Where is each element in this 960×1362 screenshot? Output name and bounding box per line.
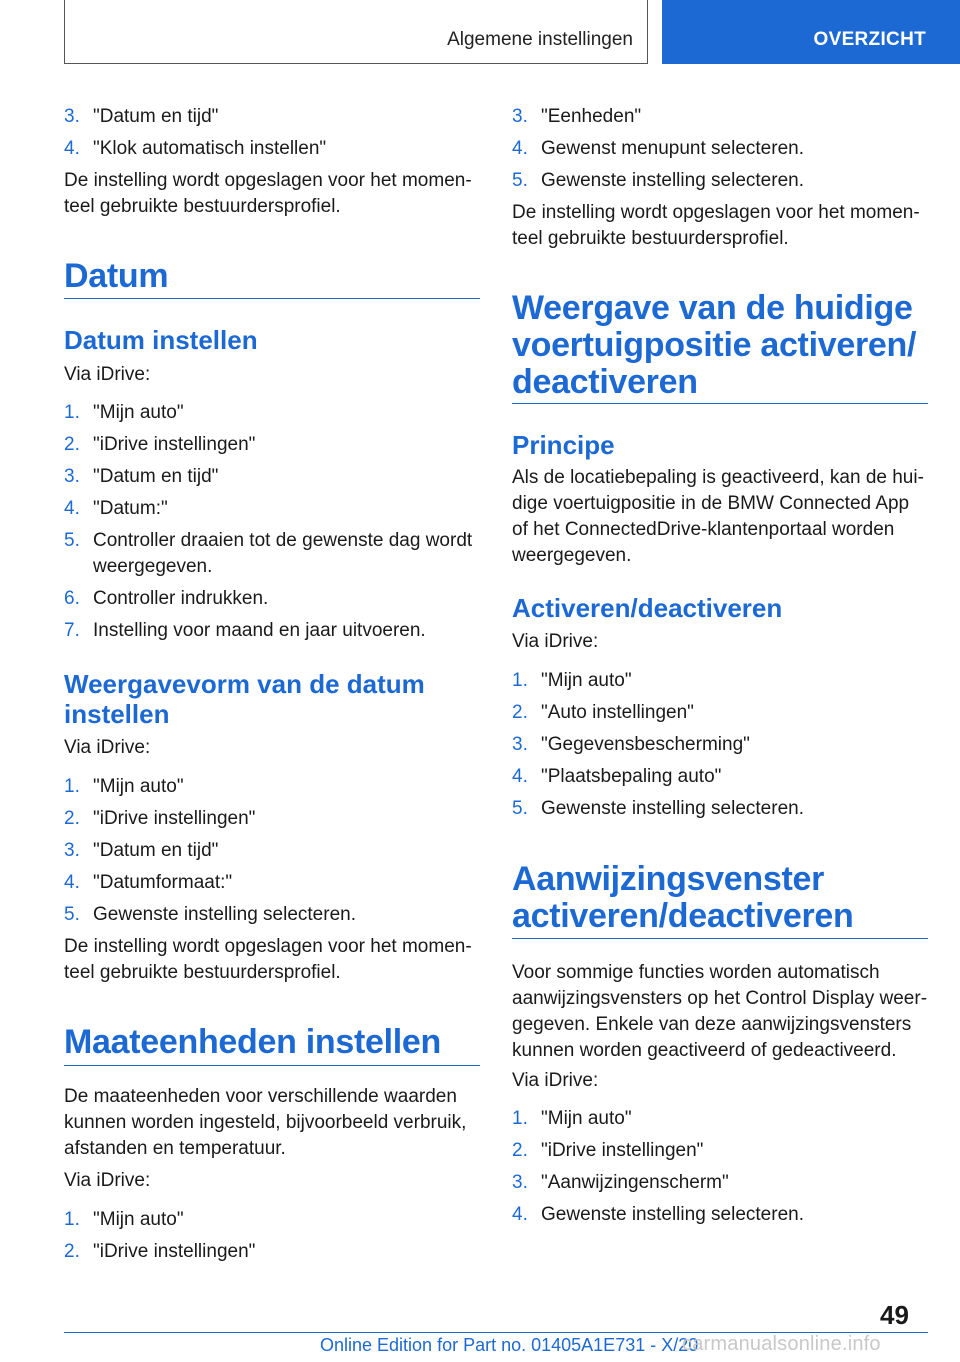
- list-item: 3. "Aanwijzingenscherm": [512, 1172, 729, 1193]
- via-idrive-label: Via iDrive:: [64, 1170, 151, 1191]
- list-item: 7. Instelling voor maand en jaar uitvoeren.: [64, 620, 426, 641]
- list-item: 1. "Mijn auto": [64, 776, 184, 797]
- list-item: 5. Gewenste instelling selecteren.: [64, 904, 356, 925]
- paragraph: De maateenheden voor verschillende waarden kunnen worden ingesteld, bijvoorbeeld verbruik, afstanden en temperatuur.: [64, 1086, 467, 1159]
- list-item: 1. "Mijn auto": [512, 670, 632, 691]
- paragraph: De instelling wordt opgeslagen voor het momenteel gebruikte bestuurdersprofiel.: [512, 202, 920, 249]
- footer-watermark: carmanualsonline.info: [682, 1333, 881, 1355]
- heading-weergavevorm: Weergavevorm van de datum instellen: [64, 669, 425, 729]
- list-item: 1. "Mijn auto": [64, 402, 184, 423]
- heading-rule: [512, 403, 928, 404]
- list-item: 3. "Eenheden": [512, 106, 642, 127]
- list-item: 5. Gewenste instelling selecteren.: [512, 798, 804, 819]
- heading-datum-instellen: Datum instellen: [64, 325, 258, 355]
- heading-principe: Principe: [512, 430, 615, 460]
- list-item: 2. "iDrive instellingen": [64, 434, 256, 455]
- via-idrive-label: Via iDrive:: [512, 631, 599, 652]
- via-idrive-label: Via iDrive:: [64, 364, 151, 385]
- list-item: 3. "Datum en tijd": [64, 466, 219, 487]
- heading-rule: [512, 938, 928, 939]
- heading-rule: [64, 1065, 480, 1066]
- list-item: 6. Controller indrukken.: [64, 588, 269, 609]
- header-section-title: Algemene instellingen: [447, 29, 633, 50]
- heading-activeren: Activeren/deactiveren: [512, 593, 783, 623]
- list-item: 2. "iDrive instellingen": [512, 1140, 704, 1161]
- via-idrive-label: Via iDrive:: [64, 737, 151, 758]
- list-item: 5. Gewenste instelling selecteren.: [512, 170, 804, 191]
- heading-voertuigpositie: Weergave van de huidige voertuigpositie activeren/ deactiveren: [512, 289, 917, 401]
- list-item: 2. "Auto instellingen": [512, 702, 694, 723]
- list-item: 4. "Datum:": [64, 498, 168, 519]
- header-overview-label: OVERZICHT: [813, 29, 926, 50]
- paragraph: Als de locatiebepaling is geactiveerd, kan de huidige voertuigpositie in de BMW Connected App of het ConnectedDrive-klantenportaal worden weergegeven.: [512, 467, 924, 566]
- list-item: 4. Gewenst menupunt selecteren.: [512, 138, 804, 159]
- list-item: 1. "Mijn auto": [64, 1209, 184, 1230]
- list-item: 2. "iDrive instellingen": [64, 1241, 256, 1262]
- list-item: 3. "Datum en tijd": [64, 840, 219, 861]
- list-item: 5. Controller draaien tot de gewenste dag wordt weergegeven.: [64, 530, 473, 577]
- list-item: 4. "Plaatsbepaling auto": [512, 766, 722, 787]
- page-number: 49: [880, 1300, 909, 1330]
- list-item: 1. "Mijn auto": [512, 1108, 632, 1129]
- heading-maateenheden: Maateenheden instellen: [64, 1023, 441, 1061]
- header-overview-tab[interactable]: [662, 0, 960, 64]
- paragraph: De instelling wordt opgeslagen voor het momenteel gebruikte bestuurdersprofiel.: [64, 936, 472, 983]
- header-section-box: [64, 0, 648, 64]
- list-item: 2. "iDrive instellingen": [64, 808, 256, 829]
- heading-aanwijzingsvenster: Aanwijzingsvenster activeren/deactiveren: [512, 860, 854, 935]
- list-item: 4. Gewenste instelling selecteren.: [512, 1204, 804, 1225]
- list-item: 3. "Gegevensbescherming": [512, 734, 750, 755]
- list-item: 4. "Klok automatisch instellen": [64, 138, 327, 159]
- via-idrive-label: Via iDrive:: [512, 1070, 599, 1091]
- list-item: 4. "Datumformaat:": [64, 872, 233, 893]
- heading-datum: Datum: [64, 257, 169, 295]
- paragraph: Voor sommige functies worden automatisch aanwijzingsvensters op het Control Display weergegeven. Enkele van deze aanwijzingsvensters kunnen worden geactiveerd of gedeactiveerd.: [512, 962, 928, 1061]
- heading-rule: [64, 298, 480, 299]
- list-item: 3. "Datum en tijd": [64, 106, 219, 127]
- paragraph: De instelling wordt opgeslagen voor het momenteel gebruikte bestuurdersprofiel.: [64, 170, 472, 217]
- footer-edition: Online Edition for Part no. 01405A1E731 - X/20: [320, 1335, 699, 1355]
